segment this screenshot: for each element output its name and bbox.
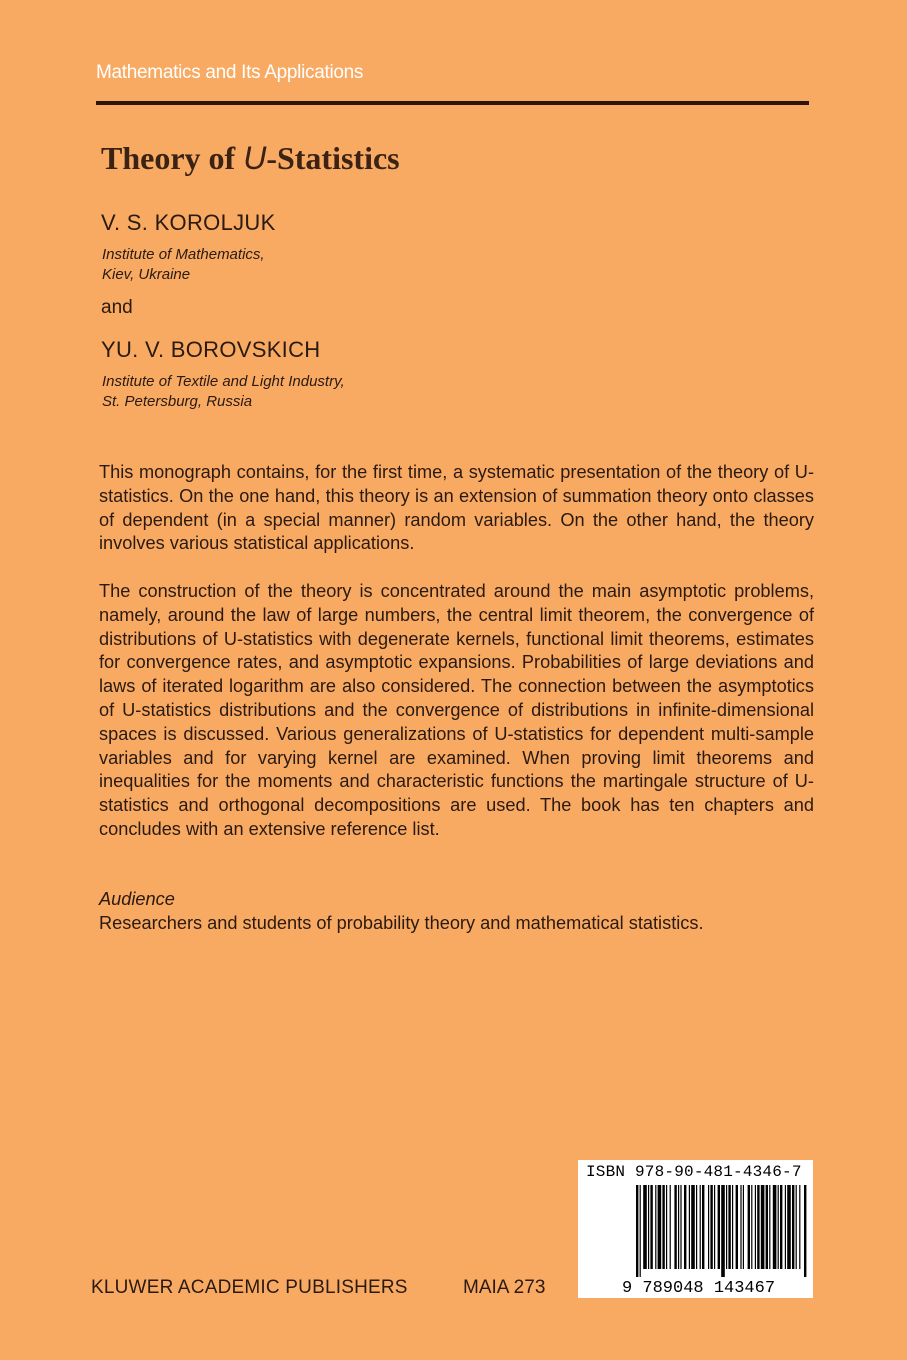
barcode-bar xyxy=(799,1185,800,1269)
barcode-bar xyxy=(792,1185,794,1269)
barcode-bar xyxy=(648,1185,649,1269)
title-italic-u: U xyxy=(243,140,267,176)
barcode-bar xyxy=(726,1185,727,1269)
barcode-digits: 9 789048 143467 xyxy=(622,1279,776,1298)
publisher-name: KLUWER ACADEMIC PUBLISHERS xyxy=(91,1277,408,1298)
header-rule xyxy=(96,101,809,105)
barcode-bar xyxy=(732,1185,733,1269)
audience-text: Researchers and students of probability theory and mathematical statistics. xyxy=(99,913,704,933)
author-name-1: V. S. KOROLJUK xyxy=(101,210,276,235)
barcode-bar xyxy=(769,1185,770,1269)
paragraph-text: The construction of the theory is concentrated around the main asymptotic problems, namely, around the law of large numbers, the central limit theorem, the convergence of distributions of U-statistics with degenerate kernels, functional limit theorems, estimates for convergence rates, and asymptotic expansions. Probabilities of large deviations and laws of iterated logarithm are also considered. The connection between the asymptotics of U-statistics distributions and the convergence of distributions in infinite-dimensional spaces is discussed. Various generalizations of U-statistics for dependent multi-sample variables and for varying kernel are examined. When proving limit theorems and inequalities for the moments and characteristic functions the martingale structure of U-statistics and orthogonal decompositions are used. The book has ten chapters and concludes with an extensive reference list. xyxy=(99,581,814,839)
barcode-bar xyxy=(678,1185,679,1269)
barcode-bar xyxy=(714,1185,715,1269)
conjunction: and xyxy=(101,297,133,318)
barcode-bar xyxy=(721,1185,725,1277)
barcode-bar xyxy=(755,1185,756,1269)
barcode-bar xyxy=(684,1185,686,1269)
barcode-bar xyxy=(680,1185,681,1269)
audience-label: Audience xyxy=(99,889,175,909)
barcode-bar xyxy=(670,1185,671,1269)
author-affiliation-2 xyxy=(102,372,345,412)
title-prefix: Theory of xyxy=(101,140,244,176)
barcode-bar xyxy=(740,1185,741,1269)
barcode-bar xyxy=(743,1185,744,1269)
affiliation-line: Institute of Textile and Light Industry, xyxy=(102,373,345,390)
author-affiliation-1 xyxy=(102,245,265,285)
barcode-bar xyxy=(689,1185,690,1269)
barcode-bar xyxy=(773,1185,777,1269)
barcode-bar xyxy=(650,1185,652,1269)
barcode-bar xyxy=(718,1185,720,1269)
barcode-bar xyxy=(636,1185,638,1277)
barcode-bar xyxy=(766,1185,768,1269)
book-title xyxy=(101,140,400,177)
barcode-bar xyxy=(655,1185,656,1269)
affiliation-line: Kiev, Ukraine xyxy=(102,266,191,283)
barcode-bar xyxy=(700,1185,701,1269)
barcode-bar xyxy=(778,1185,779,1269)
barcode-bar xyxy=(748,1185,750,1269)
barcode-bar xyxy=(736,1185,738,1269)
barcode-bar xyxy=(728,1185,730,1269)
barcode-bar xyxy=(751,1185,752,1269)
barcode-bar xyxy=(708,1185,709,1269)
barcode-bar xyxy=(785,1185,786,1269)
barcode-bars xyxy=(636,1185,806,1277)
description-paragraph-2 xyxy=(99,580,814,842)
title-suffix: -Statistics xyxy=(266,140,400,176)
series-number: MAIA 273 xyxy=(463,1277,546,1298)
barcode-bar xyxy=(674,1185,676,1269)
paragraph-text: This monograph contains, for the first time, a systematic presentation of the theory of U-statistics. On the one hand, this theory is an extension of summation theory onto classes of dependent (in a special manner) random variables. On the other hand, the theory involves various statistical applications. xyxy=(99,462,814,554)
barcode-bar xyxy=(710,1185,712,1269)
barcode-bar xyxy=(696,1185,697,1269)
barcode-bar xyxy=(804,1185,806,1277)
barcode-bar xyxy=(640,1185,641,1277)
barcode-image xyxy=(578,1160,813,1298)
barcode-bar xyxy=(761,1185,765,1269)
barcode-bar xyxy=(796,1185,797,1269)
author-name-2: YU. V. BOROVSKICH xyxy=(101,337,321,362)
barcode-bar xyxy=(643,1185,647,1269)
barcode-bar xyxy=(702,1185,704,1269)
barcode-bar xyxy=(662,1185,664,1269)
barcode-bar xyxy=(666,1185,667,1269)
barcode-bar xyxy=(757,1185,759,1269)
description-paragraph-1 xyxy=(99,461,814,556)
barcode-bar xyxy=(658,1185,662,1269)
affiliation-line: St. Petersburg, Russia xyxy=(102,393,253,410)
barcode-bar xyxy=(780,1185,782,1269)
barcode-bar xyxy=(787,1185,791,1269)
affiliation-line: Institute of Mathematics, xyxy=(102,246,265,263)
series-name: Mathematics and Its Applications xyxy=(96,62,364,83)
barcode xyxy=(578,1160,813,1298)
isbn-label: ISBN 978-90-481-4346-7 xyxy=(586,1163,802,1181)
barcode-bar xyxy=(691,1185,695,1269)
